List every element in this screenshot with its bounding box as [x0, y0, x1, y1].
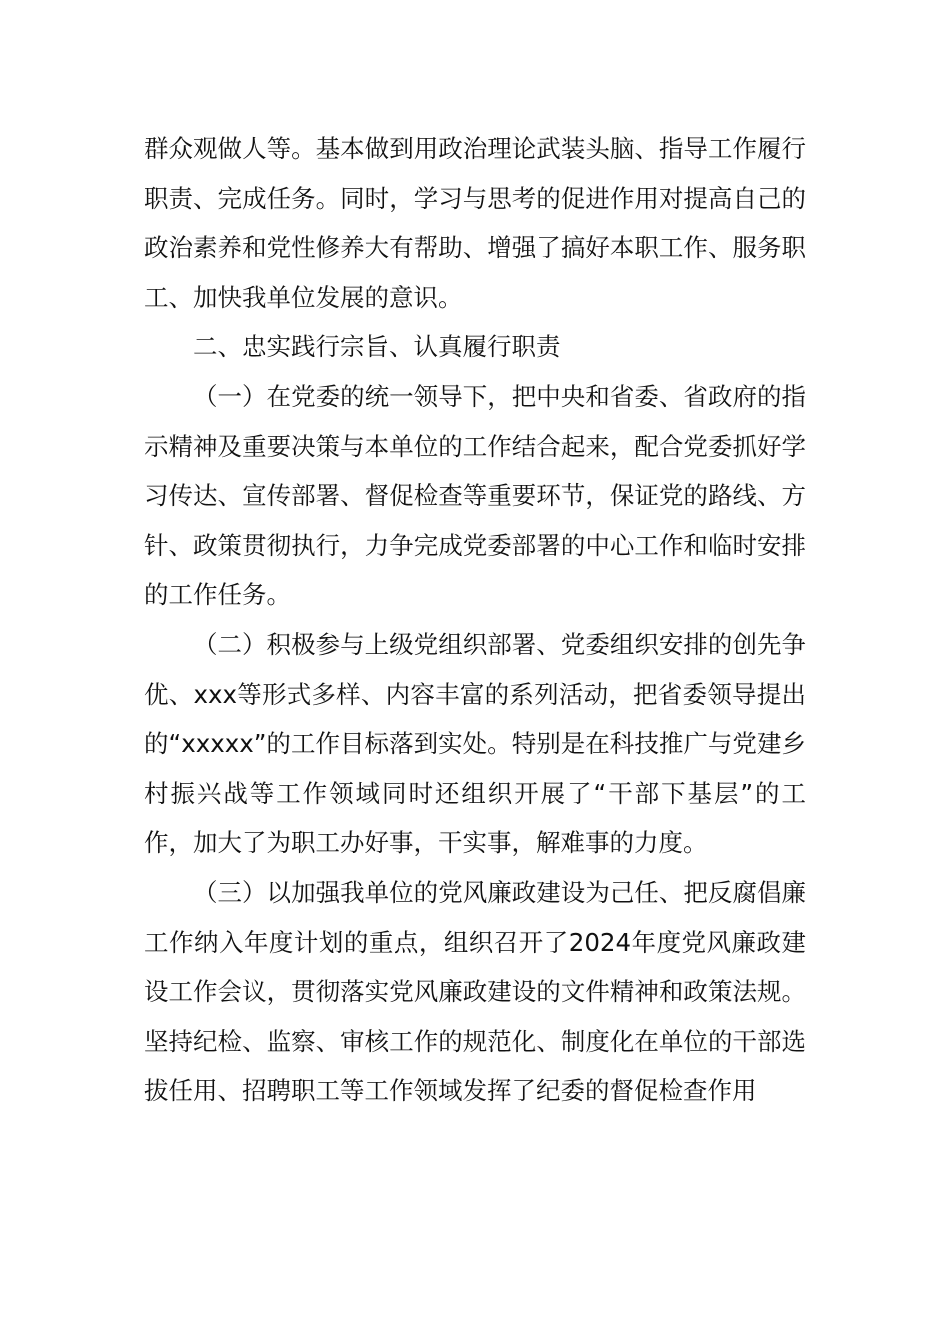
section-heading: 二、忠实践行宗旨、认真履行职责 — [193, 332, 561, 362]
paragraph-continuation: 群众观做人等。基本做到用政治理论武装头脑、指导工作履行职责、完成任务。同时，学习与思考的促进作用对提高自己的政治素养和党性修养大有帮助、增强了搞好本职工作、服务职工、加快我单位发展的意识。 — [144, 134, 806, 312]
paragraph-item-2: （二）积极参与上级党组织部署、党委组织安排的创先争优、xxx等形式多样、内容丰富的系列活动，把省委领导提出的“xxxxx”的工作目标落到实处。特别是在科技推广与党建乡村振兴战等工作领域同时还组织开展了“干部下基层”的工作，加大了为职工办好事，干实事，解难事的力度。 — [144, 629, 806, 858]
document-body — [144, 124, 806, 1116]
paragraph-item-1: （一）在党委的统一领导下，把中央和省委、省政府的指示精神及重要决策与本单位的工作结合起来，配合党委抓好学习传达、宣传部署、督促检查等重要环节，保证党的路线、方针、政策贯彻执行，力争完成党委部署的中心工作和临时安排的工作任务。 — [144, 381, 806, 610]
paragraph-item-3: （三）以加强我单位的党风廉政建设为己任、把反腐倡廉工作纳入年度计划的重点，组织召开了2024年度党风廉政建设工作会议，贯彻落实党风廉政建设的文件精神和政策法规。坚持纪检、监察、审核工作的规范化、制度化在单位的干部选拔任用、招聘职工等工作领域发挥了纪委的督促检查作用 — [144, 877, 806, 1106]
